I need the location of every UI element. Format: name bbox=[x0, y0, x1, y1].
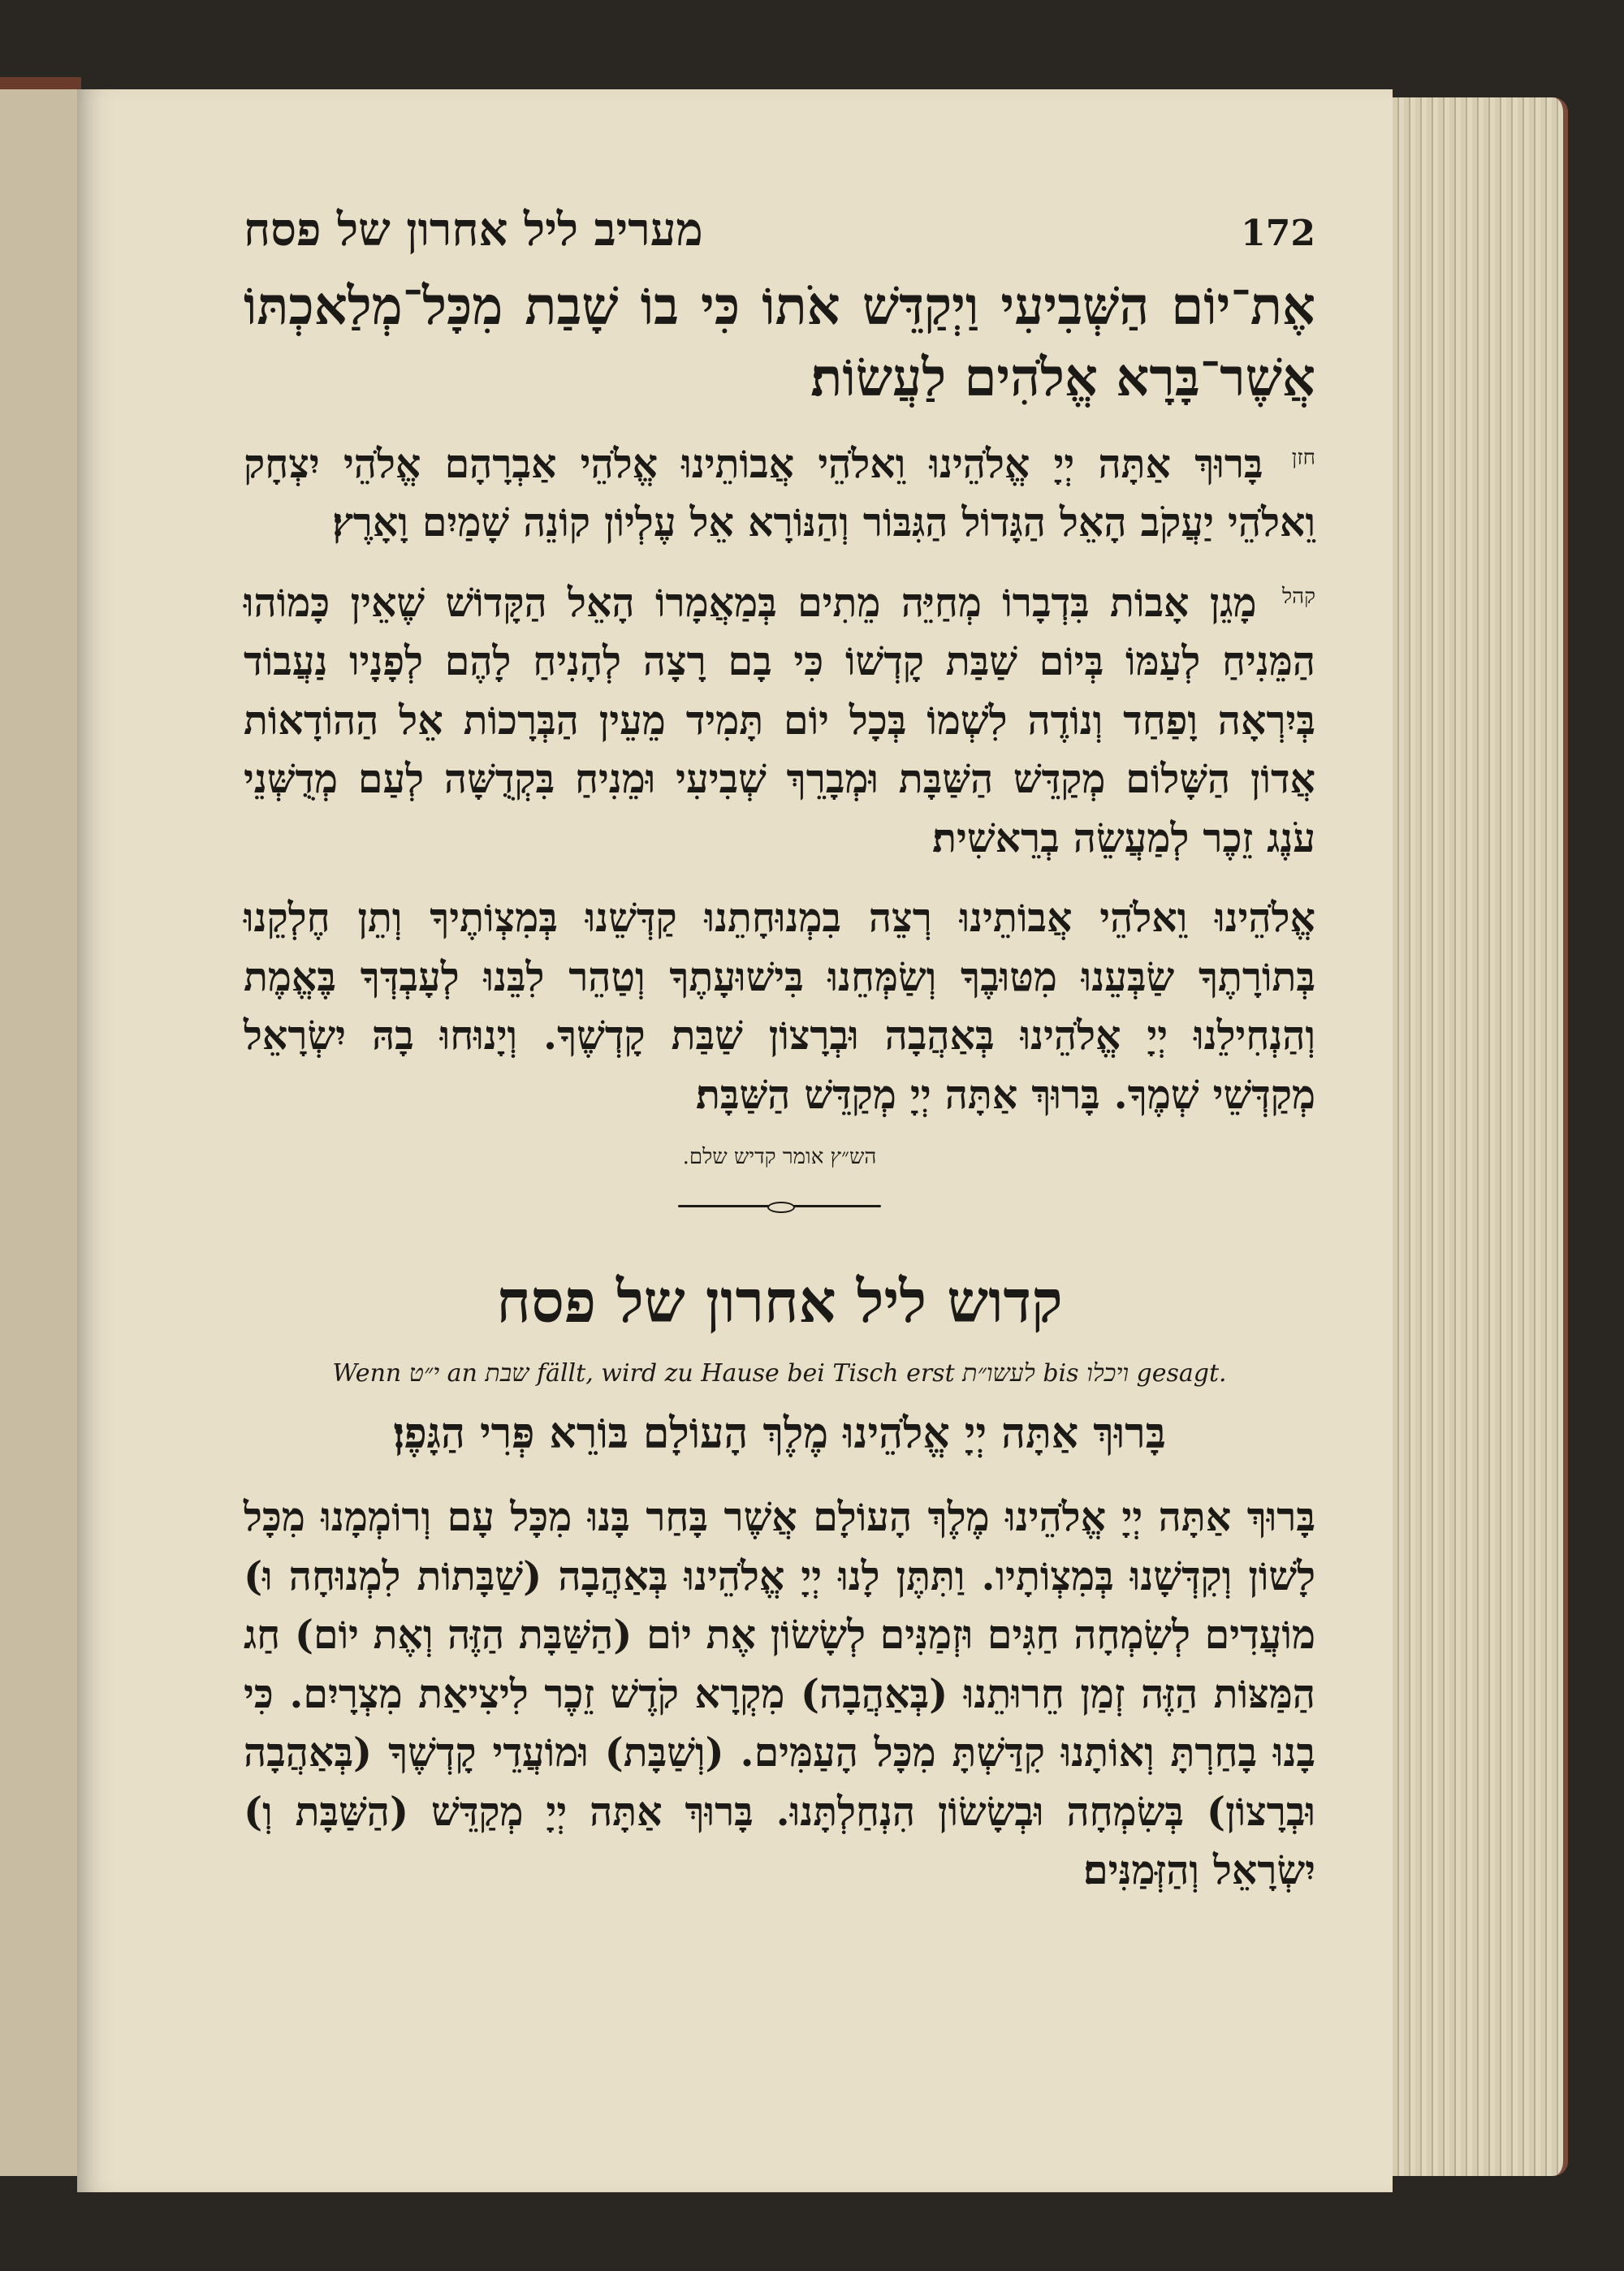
section-title: קדוש ליל אחרון של פסח bbox=[496, 1267, 1063, 1336]
ornamental-divider bbox=[678, 1202, 881, 1210]
paragraph-text: בָּרוּךְ אַתָּה יְיָ אֱלֹהֵינוּ וֵאלֹהֵי אֲבוֹתֵינוּ אֱלֹהֵי אַבְרָהָם אֱלֹהֵי יִצְחָק וֵאלֹהֵי יַעֲקֹב הָאֵל הַגָּדוֹל הַגִּבּוֹר וְהַנּוֹרָא אֵל עֶלְיוֹן קוֹנֵה שָׁמַיִם וָאָרֶץ׃ bbox=[244, 439, 1315, 546]
page-content bbox=[244, 203, 1315, 1921]
opening-verse: אֶת־יוֹם הַשְּׁבִיעִי וַיְקַדֵּשׁ אֹתוֹ כִּי בוֹ שָׁבַת מִכָּל־מְלַאכְתּוֹ אֲשֶׁר־בָּרָא אֱלֹהִים לַעֲשׂוֹת׃ bbox=[244, 276, 1315, 409]
left-page-edge bbox=[0, 89, 80, 2176]
paragraph-kahal bbox=[244, 573, 1315, 868]
kiddush-text: בָּרוּךְ אַתָּה יְיָ אֱלֹהֵינוּ מֶלֶךְ הָעוֹלָם אֲשֶׁר בָּחַר בָּנוּ מִכָּל עָם וְרוֹמְמָנוּ מִכָּל לָשׁוֹן וְקִדְּשָׁנוּ בְּמִצְוֹתָיו. וַתִּתֶּן לָנוּ יְיָ אֱלֹהֵינוּ בְּאַהֲבָה (שַׁבָּתוֹת לִמְנוּחָה וּ) מוֹעֲדִים לְשִׂמְחָה חַגִּים וּזְמַנִּים לְשָׂשׂוֹן אֶת יוֹם (הַשַּׁבָּת הַזֶּה וְאֶת יוֹם) חַג הַמַּצּוֹת הַזֶּה זְמַן חֵרוּתֵנוּ (בְּאַהֲבָה) מִקְרָא קֹדֶשׁ זֵכֶר לִיצִיאַת מִצְרָיִם. כִּי בָנוּ בָחַרְתָּ וְאוֹתָנוּ קִדַּשְׁתָּ מִכָּל הָעַמִּים. (וְשַׁבָּת) וּמוֹעֲדֵי קָדְשֶׁךָ (בְּאַהֲבָה וּבְרָצוֹן) בְּשִׂמְחָה וּבְשָׂשׂוֹן הִנְחַלְתָּנוּ. בָּרוּךְ אַתָּה יְיָ מְקַדֵּשׁ (הַשַּׁבָּת וְ) יִשְׂרָאֵל וְהַזְּמַנִּים׃ bbox=[244, 1493, 1315, 1894]
paragraph-text: מָגֵן אָבוֹת בִּדְבָרוֹ מְחַיֵּה מֵתִים בְּמַאֲמָרוֹ הָאֵל הַקָּדוֹשׁ שֶׁאֵין כָּמוֹהוּ הַמֵּנִיחַ לְעַמּוֹ בְּיוֹם שַׁבַּת קָדְשׁוֹ כִּי בָם רָצָה לְהָנִיחַ לָהֶם לְפָנָיו נַעֲבוֹד בְּיִרְאָה וָפַחַד וְנוֹדֶה לִשְׁמוֹ בְּכָל יוֹם תָּמִיד מֵעֵין הַבְּרָכוֹת אֵל הַהוֹדָאוֹת אֲדוֹן הַשָּׁלוֹם מְקַדֵּשׁ הַשַּׁבָּת וּמְבָרֵךְ שְׁבִיעִי וּמֵנִיחַ בִּקְדֻשָּׁה לְעַם מְדֻשְּׁנֵי עֹנֶג זֵכֶר לְמַעֲשֵׂה בְרֵאשִׁית׃ bbox=[244, 578, 1315, 861]
paragraph-chazan bbox=[244, 434, 1315, 552]
speaker-label: חזן bbox=[1291, 446, 1315, 471]
german-instruction: Wenn י״ט an שבת fällt, wird zu Hause bei Tisch erst לעשו״ת bis ויכלו gesagt. bbox=[332, 1359, 1227, 1388]
paragraph-text: אֱלֹהֵינוּ וֵאלֹהֵי אֲבוֹתֵינוּ רְצֵה בִמְנוּחָתֵנוּ קַדְּשֵׁנוּ בְּמִצְוֹתֶיךָ וְתֵן חֶלְקֵנוּ בְּתוֹרָתֶךָ שַׂבְּעֵנוּ מִטּוּבֶךָ וְשַׂמְּחֵנוּ בִּישׁוּעָתֶךָ וְטַהֵר לִבֵּנוּ לְעָבְדְּךָ בֶּאֱמֶת וְהַנְחִילֵנוּ יְיָ אֱלֹהֵינוּ בְּאַהֲבָה וּבְרָצוֹן שַׁבַּת קָדְשֶׁךָ. וְיָנוּחוּ בָהּ יִשְׂרָאֵל מְקַדְּשֵׁי שְׁמֶךָ. בָּרוּךְ אַתָּה יְיָ מְקַדֵּשׁ הַשַּׁבָּת׃ bbox=[244, 894, 1315, 1118]
page-stack-edge bbox=[1393, 97, 1568, 2176]
page-number: 172 bbox=[1241, 213, 1315, 254]
wine-blessing: בָּרוּךְ אַתָּה יְיָ אֱלֹהֵינוּ מֶלֶךְ הָעוֹלָם בּוֹרֵא פְּרִי הַגָּפֶן׃ bbox=[393, 1409, 1166, 1459]
speaker-label: קהל bbox=[1281, 585, 1316, 610]
kaddish-note: הש״ץ אומר קדיש שלם. bbox=[682, 1145, 877, 1170]
running-head-title: מעריב ליל אחרון של פסח bbox=[244, 203, 703, 257]
running-head bbox=[244, 203, 1315, 257]
paragraph-retzeh bbox=[244, 888, 1315, 1124]
